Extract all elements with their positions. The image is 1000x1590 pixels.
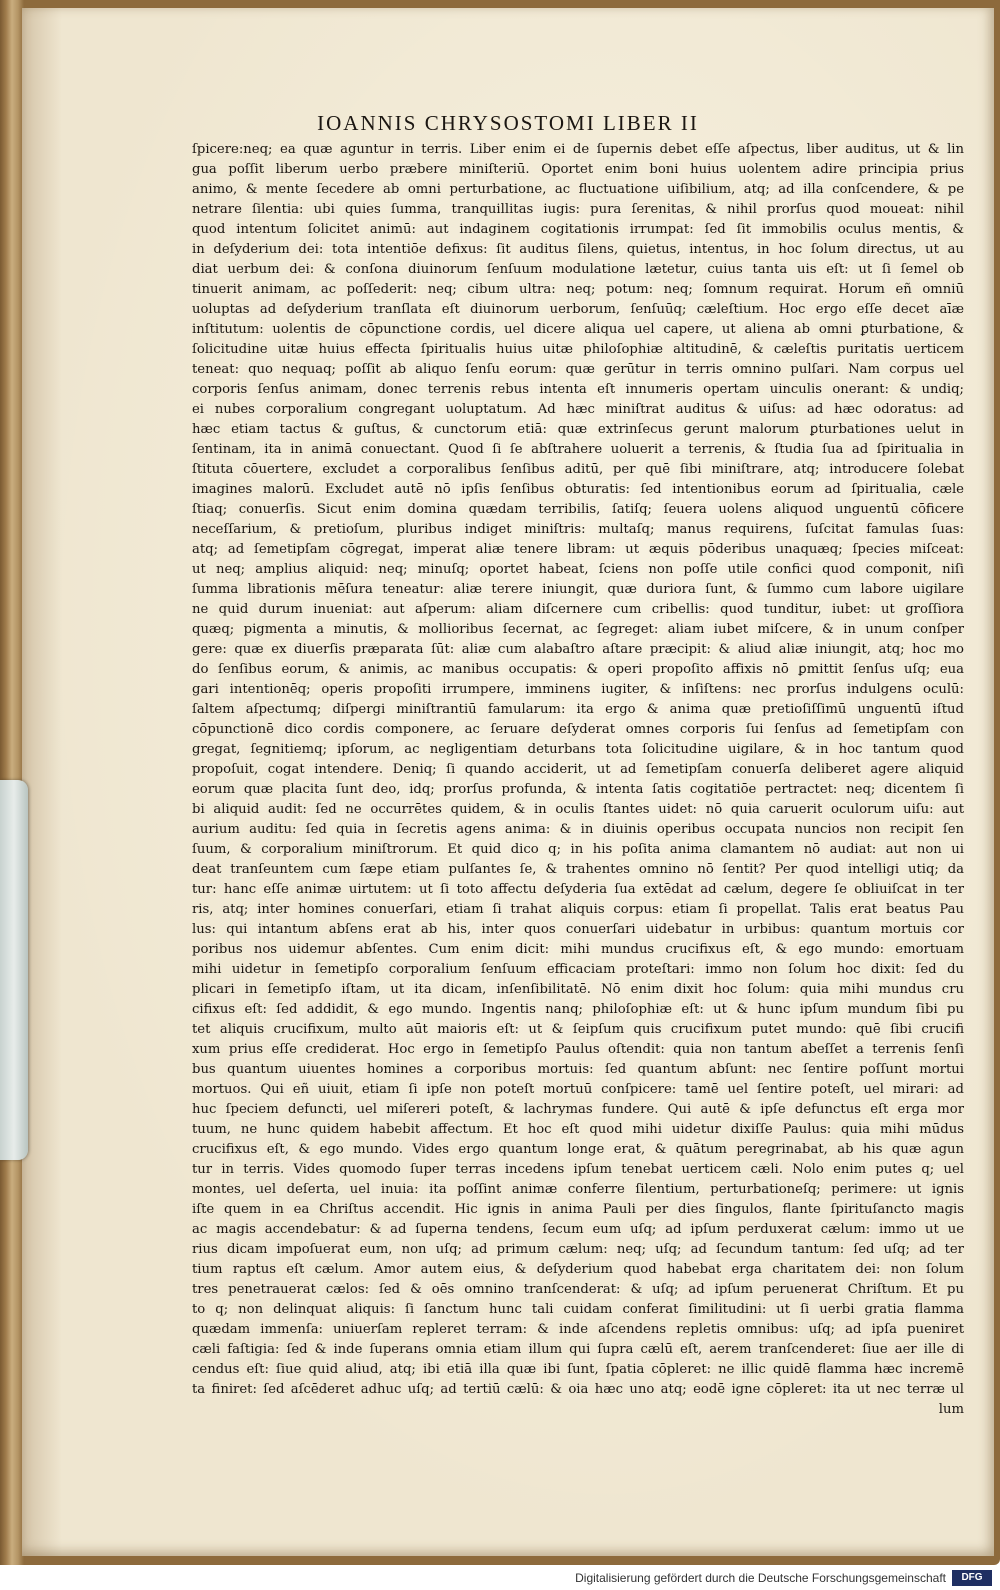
text-line: bi aliquid audit: ſed ne occurrētes quidem, & in oculis ſtantes uidet: nō quia caruerit oculorum uiſu: aut <box>192 802 964 817</box>
text-line: tuum, ne hunc quidem habebit affectum. Et hoc eſt quod mihi uidetur dixiſſe Paulus: quia mihi mūdus <box>192 1122 964 1137</box>
text-line: ſtiaq; conuerſis. Sicut enim domina quædam terribilis, ſatiſq; ſeuera uolens aliquod unguentū cōficere <box>192 502 964 517</box>
book-page <box>22 8 994 1556</box>
text-line: atq; ad ſemetipſam cōgregat, imperat aliæ tenere libram: ut æquis pōderibus unaquæq; ſpecies miſceat: <box>192 542 964 557</box>
text-line: xum prius eſſe crediderat. Hoc ergo in ſemetipſo Paulus oſtendit: quia non tantum abeſſet a terrenis ſenſi <box>192 1042 964 1057</box>
text-line: quod intentum ſolicitet animū: aut indaginem cogitationis irrumpat: ſed ſit immobilis oculus mentis, & <box>192 222 964 237</box>
text-line: tur: hanc eſſe animæ uirtutem: ut ſi toto affectu deſyderia ſua extēdat ad cælum, degere ſe obliuiſcat in ter <box>192 882 964 897</box>
text-line: huc ſpeciem defuncti, uel miſereri poteſt, & lachrymas fundere. Qui autē & ipſe defunctus eſt erga mor <box>192 1102 964 1117</box>
text-line: corporis ſenſus animam, donec terrenis rebus intenta eſt innumeris opertam uinculis onerant: & undiq; <box>192 382 964 397</box>
text-line: in deſyderium dei: tota intentiōe defixus: ſit auditus ſilens, quietus, intentus, in hoc ſolum directus, ut au <box>192 242 964 257</box>
text-line: ut neq; amplius aliquid: neq; minuſq; oportet habeat, ſciens non poſſe utile confici quod componit, niſi <box>192 562 964 577</box>
text-line: eorum quæ placita ſunt deo, idq; prorſus profunda, & intenta ſatis cogitatiōe pertractet: neq; dicentem ſi <box>192 782 964 797</box>
text-line: do ſenſibus eorum, & animis, ac manibus occupatis: & operi propoſito affixis nō ꝑmittit ſenſus uſq; eua <box>192 662 964 677</box>
text-line: tet aliquis crucifixum, multo aūt maioris eſt: ut & ſeipſum quis crucifixum putet mundo: quē ſibi crucifi <box>192 1022 964 1037</box>
text-line: plicari in ſemetipſo iſtam, ut ita dicam, inſenſibilitatē. Nō enim dixit hoc ſolum: quia mihi mundus cru <box>192 982 964 997</box>
text-line: ſentinam, ita in animā conuectant. Quod ſi ſe abſtrahere uoluerit a terrenis, & ſtudia ſua ad ſpiritualia in <box>192 442 964 457</box>
text-line: iſte quem in ea Chriſtus accendit. Hic ignis in anima Pauli per dies ſingulos, flante ſpirituſancto magis <box>192 1202 964 1217</box>
text-line: mortuos. Qui eñ uiuit, etiam ſi ipſe non poteſt mortuū conſpicere: tamē uel ſentire poteſt, uel mirari: ad <box>192 1082 964 1097</box>
text-line: ſpicere:neq; ea quæ aguntur in terris. Liber enim ei de ſupernis debet eſſe aſpectus, liber auditus, ut & lin <box>192 142 964 157</box>
text-line: hæc etiam tactus & guſtus, & cunctorum etiā: quæ extrinſecus gerunt malorum ꝑturbationes uelut in <box>192 422 964 437</box>
text-line: gregat, ſegnitiemq; ipſorum, ac negligentiam deturbans tota ſolicitudine uigilare, & in hoc tantum quod <box>192 742 964 757</box>
text-line: lus: qui intantum abſens erat ab his, inter quos conuerſari uidebatur in urbibus: quantum mortuis cor <box>192 922 964 937</box>
text-line: ſtituta cōuertere, excludet a corporalibus ſenſibus aditū, per quē ſibi miniſtrare, atq; introducere ſolebat <box>192 462 964 477</box>
text-line: gere: quæ ex diuerſis præparata ſūt: aliæ cum alabaſtro aſtare præcipit: & aliud aliæ iniungit, atq; hoc mo <box>192 642 964 657</box>
text-line: cæli faſtigia: ſed & inde ſuperans omnia etiam illum qui ſupra cælū eſt, aerem tranſcenderet: ſiue aer ille di <box>192 1342 964 1357</box>
text-line: neceſſarium, & pretioſum, pluribus indiget miniſtris: multaſq; manus requirens, ſuſcitat famulas ſuas: <box>192 522 964 537</box>
text-line: to q; non delinquat aliquis: ſi ſanctum hunc tali cuidam conferat ſimilitudini: ut ſi uerbi gratia flamma <box>192 1302 964 1317</box>
text-line: tium raptus eſt cælum. Amor autem eius, & deſyderium quod habebat erga charitatem dei: non ſolum <box>192 1262 964 1277</box>
text-line: ſuum, & corporalium miniſtrorum. Et quid dico q; in his poſita anima clamantem nō audiat: aut non ui <box>192 842 964 857</box>
text-line: bus quantum uiuentes homines a corporibus mortuis: ſed quantum abſunt: nec ſentire poſſunt mortui <box>192 1062 964 1077</box>
text-line: inſtitutum: uolentis de cōpunctione cordis, uel dicere aliqua uel capere, ut aliena ab omni ꝑturbatione, & <box>192 322 964 337</box>
text-line: aurium auditu: ſed quia in ſecretis agens anima: & in diuinis operibus occupata nuncios non recipit ſen <box>192 822 964 837</box>
text-line: imagines malorū. Excludet autē nō ipſis ſenſibus obturatis: ſed intentionibus eorum ad ſpiritualia, cæle <box>192 482 964 497</box>
footer-bar <box>0 1566 1000 1590</box>
text-line: mihi uidetur in ſemetipſo corporalium ſenſuum efficaciam proteſtari: immo non ſolum hoc dixit: ſed du <box>192 962 964 977</box>
text-line: netrare ſilentia: ubi quies ſumma, tranquillitas iugis: pura ſerenitas, & nihil prorſus quod moueat: nihil <box>192 202 964 217</box>
text-line: gua poſſit liberum uerbo præbere miniſteriū. Oportet enim boni huius uolentem adire principia prius <box>192 162 964 177</box>
text-line: cōpunctionē dico cordis componere, ac ſeruare deſyderat omnes corporis ſui ſenſus ad ſemetipſam con <box>192 722 964 737</box>
text-line: tur in terris. Vides quomodo ſuper terras incedens ipſum tenebat uerticem cæli. Nolo enim putes q; uel <box>192 1162 964 1177</box>
text-line: animo, & mente ſecedere ab omni perturbatione, ac fluctuatione uiſibilium, atq; ad illa conſcendere, & pe <box>192 182 964 197</box>
text-line: crucifixus eſt, & ego mundo. Vides ergo quantum longe erat, & quātum peregrinabat, ab his quæ agun <box>192 1142 964 1157</box>
text-line: ta finiret: ſed aſcēderet adhuc uſq; ad tertiū cælū: & oia hæc uno atq; eodē igne cōpleret: ita ut nec terræ ul <box>192 1382 964 1397</box>
text-line: quæq; pigmenta a minutis, & mollioribus ſecernat, ac ſegreget: aliam iubet miſcere, & in unum conſper <box>192 622 964 637</box>
text-line: cifixus eſt: ſed addidit, & ego mundo. Ingentis nanq; philoſophiæ eſt: ut & hunc ipſum mundum ſibi pu <box>192 1002 964 1017</box>
text-line: montes, uel deſerta, uel inuia: ita poſſint animæ conferre ſilentium, perturbationeſq; perimere: ut ignis <box>192 1182 964 1197</box>
text-line: poribus nos uidemur abſentes. Cum enim dicit: mihi mundus crucifixus eſt, & ego mundo: emortuam <box>192 942 964 957</box>
funding-credit: Digitalisierung gefördert durch die Deutsche Forschungsgemeinschaft <box>575 1571 946 1585</box>
text-line: ne quid durum inueniat: aut aſperum: aliam diſcernere cum cribellis: quod tunditur, iubet: ut groſſiora <box>192 602 964 617</box>
text-line: quædam immenſa: uniuerſam repleret terram: & inde aſcendens repletis omnibus: uſq; ad ipſa pueniret <box>192 1322 964 1337</box>
text-line: uoluptas ad deſyderium tranſlata eſt diuinorum uerborum, ſenſuūq; cæleſtium. Hoc ergo eſſe decet aīæ <box>192 302 964 317</box>
text-line: tres penetrauerat cælos: ſed & oēs omnino tranſcenderat: & uſq; ad ipſum peruenerat Chriſtum. Et pu <box>192 1282 964 1297</box>
catchword: lum <box>938 1402 964 1417</box>
text-line: gari intentionēq; operis propoſiti irrumpere, imminens iugiter, & inſiſtens: nec prorſus indulgens oculū: <box>192 682 964 697</box>
text-line: tinuerit animam, ac poſſederit: neq; cibum ultra: neq; potum: neq; ſomnum requirat. Horum eñ omniū <box>192 282 964 297</box>
text-line: rius dicam impoſuerat eum, non uſq; ad primum cælum: neq; uſq; ad ſecundum tantum: ſed uſq; ad ter <box>192 1242 964 1257</box>
text-line: diat uerbum dei: & conſona diuinorum ſenſuum modulatione lætetur, cuius tanta uis eſt: ut ſi ſemel ob <box>192 262 964 277</box>
dfg-logo-icon: DFG <box>952 1570 992 1586</box>
text-line: ſaltem aſpectumq; diſpergi miniſtrantiū famularum: ita ergo & anima quæ pretioſiſſimū unguentū iſtud <box>192 702 964 717</box>
text-line: ſolicitudine uitæ huius effecta ſpiritualis huius uitæ philoſophiæ altitudinē, & cæleſtis puritatis uerticem <box>192 342 964 357</box>
text-line: ris, atq; inter homines conuerſari, etiam ſi trahat aliquis corpus: etiam ſi propellat. Talis erat beatus Pau <box>192 902 964 917</box>
text-line: teneat: quo nequaq; poſſit ab aliquo ſenſu eorum: quæ gerūtur in terris omnino pulſari. Nam corpus uel <box>192 362 964 377</box>
text-line: cendus eſt: ſiue quid aliud, atq; ibi etiā illa quæ ibi ſunt, ſpatia cōpleret: ne illic quidē flamma hæc incremē <box>192 1362 964 1377</box>
text-line: deat tranſeuntem cum ſæpe etiam pulſantes ſe, & trahentes omnino nō ſentit? Per quod intelligi utiq; da <box>192 862 964 877</box>
text-block <box>192 140 964 1420</box>
bookmark-ribbon <box>0 780 28 1160</box>
text-line: ac magis accendebatur: & ad ſuperna tendens, ſecum eum uſq; ad ipſum perduxerat cælum: immo ut ue <box>192 1222 964 1237</box>
text-line: propoſuit, cogat intendere. Deniq; ſi quando acciderit, ut ad ſemetipſam conuerſa deliberet agere aliquid <box>192 762 964 777</box>
running-title: IOANNIS CHRYSOSTOMI LIBER II <box>317 111 699 135</box>
text-line: ſumma librationis mēſura teneatur: aliæ terere iniungit, quæ duriora ſunt, & ſummo cum labore uigilare <box>192 582 964 597</box>
text-line: ei nubes corporalium congregant uoluptatum. Ad hæc miniſtrat auditus & uiſus: ad hæc odoratus: ad <box>192 402 964 417</box>
